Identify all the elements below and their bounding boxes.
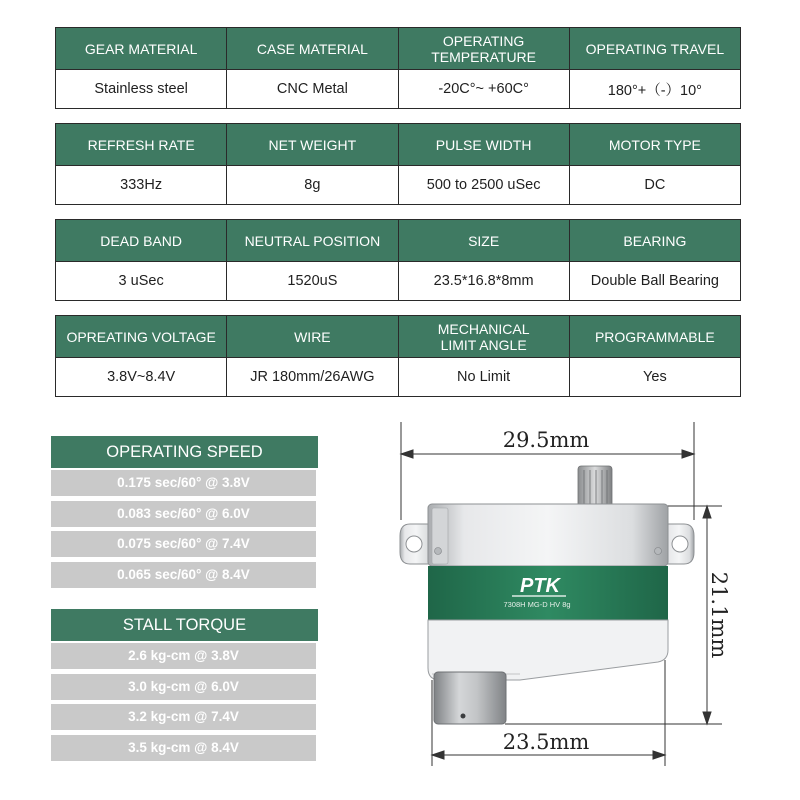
spec-header: DEAD BAND: [56, 220, 227, 262]
spec-value: JR 180mm/26AWG: [227, 358, 398, 397]
spec-value: 333Hz: [56, 166, 227, 205]
spec-value: Yes: [569, 358, 740, 397]
stall-torque-row: 3.2 kg-cm @ 7.4V: [51, 704, 316, 730]
spec-header: REFRESH RATE: [56, 124, 227, 166]
spec-header: WIRE: [227, 316, 398, 358]
model-text: 7308H MG-D HV 8g: [503, 600, 571, 609]
spec-header: NEUTRAL POSITION: [227, 220, 398, 262]
top-case: [428, 504, 668, 566]
spec-header: OPERATING TRAVEL: [569, 28, 740, 70]
spec-header: OPERATING TEMPERATURE: [398, 28, 569, 70]
stall-torque-row: 2.6 kg-cm @ 3.8V: [51, 643, 316, 669]
spec-value: -20C°~ +60C°: [398, 70, 569, 109]
spec-header: PROGRAMMABLE: [569, 316, 740, 358]
spec-header: MECHANICAL LIMIT ANGLE: [398, 316, 569, 358]
spec-header: NET WEIGHT: [227, 124, 398, 166]
label-band: [428, 566, 668, 620]
spec-value: 23.5*16.8*8mm: [398, 262, 569, 301]
spec-header: GEAR MATERIAL: [56, 28, 227, 70]
spec-header: SIZE: [398, 220, 569, 262]
spec-value: 1520uS: [227, 262, 398, 301]
spec-value: 3 uSec: [56, 262, 227, 301]
output-gear: [578, 466, 612, 508]
spec-value: 180°+（-）10°: [569, 70, 740, 109]
width-label: 29.5mm: [502, 428, 590, 452]
body-width-label: 23.5mm: [502, 730, 590, 754]
height-label: 21.1mm: [707, 571, 731, 659]
stall-torque-row: 3.0 kg-cm @ 6.0V: [51, 674, 316, 700]
motor: [434, 672, 506, 724]
spec-value: 3.8V~8.4V: [56, 358, 227, 397]
spec-header: PULSE WIDTH: [398, 124, 569, 166]
spec-header: CASE MATERIAL: [227, 28, 398, 70]
spec-header: BEARING: [569, 220, 740, 262]
spec-value: 500 to 2500 uSec: [398, 166, 569, 205]
bottom-case: [428, 620, 668, 680]
operating-speed-row: 0.065 sec/60° @ 8.4V: [51, 562, 316, 588]
spec-header: MOTOR TYPE: [569, 124, 740, 166]
operating-speed-title: OPERATING SPEED: [51, 436, 318, 468]
operating-speed-row: 0.175 sec/60° @ 3.8V: [51, 470, 316, 496]
stall-torque-title: STALL TORQUE: [51, 609, 318, 641]
operating-speed-row: 0.075 sec/60° @ 7.4V: [51, 531, 316, 557]
spec-value: Stainless steel: [56, 70, 227, 109]
brand-logo: PTK: [520, 575, 560, 597]
spec-value: DC: [569, 166, 740, 205]
stall-torque-row: 3.5 kg-cm @ 8.4V: [51, 735, 316, 761]
spec-value: Double Ball Bearing: [569, 262, 740, 301]
spec-value: CNC Metal: [227, 70, 398, 109]
spec-value: No Limit: [398, 358, 569, 397]
operating-speed-row: 0.083 sec/60° @ 6.0V: [51, 501, 316, 527]
spec-value: 8g: [227, 166, 398, 205]
spec-header: OPREATING VOLTAGE: [56, 316, 227, 358]
